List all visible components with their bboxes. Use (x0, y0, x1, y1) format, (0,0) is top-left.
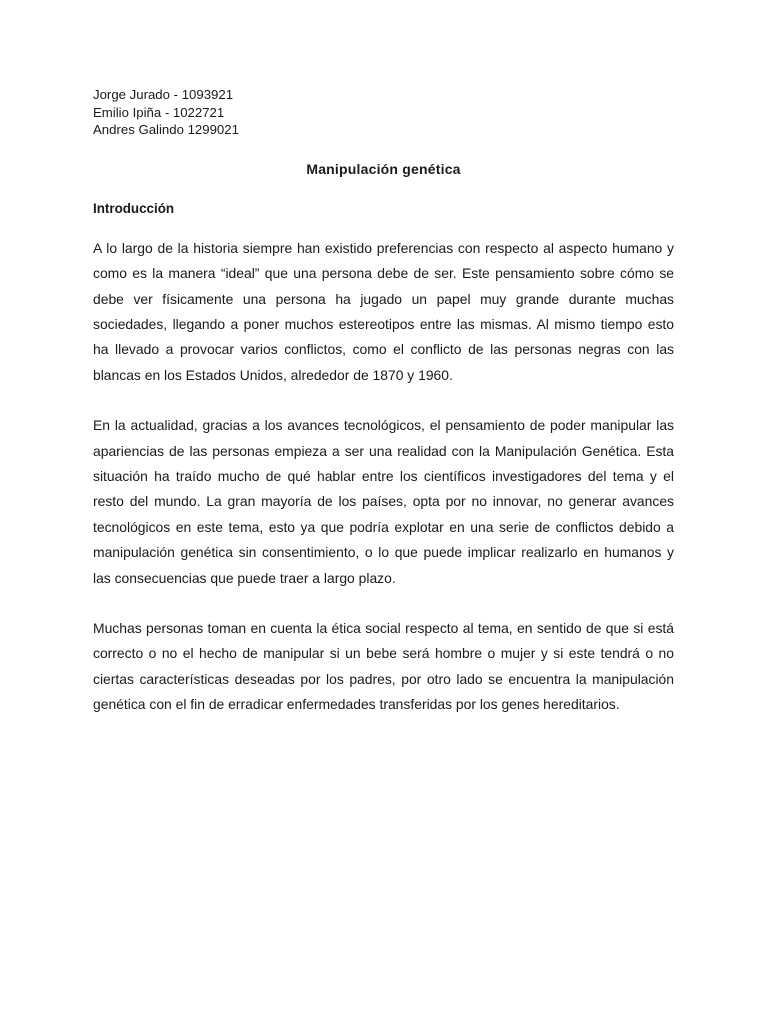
author-line: Andres Galindo 1299021 (93, 122, 239, 138)
author-line: Jorge Jurado - 1093921 (93, 87, 234, 102)
paragraph: En la actualidad, gracias a los avances tecnológicos, el pensamiento de poder manipular las apariencias de las personas empieza a ser una realidad con la Manipulación Genética. Esta situación ha traído mucho de qué hablar entre los científicos investigadores del tema y el resto del mundo. La gran mayoría de los países, opta por no innovar, no generar avances tecnológicos en este tema, esto ya que podría explotar en una serie de conflictos debido a manipulación genética sin consentimiento, o lo que puede implicar realizarlo en humanos y las consecuencias que puede traer a largo plazo. (93, 417, 674, 586)
paragraph: A lo largo de la historia siempre han existido preferencias con respecto al aspecto humano y como es la manera “ideal” que una persona debe de ser. Este pensamiento sobre cómo se debe ver físicamente una persona ha jugado un papel muy grande durante muchas sociedades, llegando a poner muchos estereotipos entre las mismas. Al mismo tiempo esto ha llevado a provocar varios conflictos, como el conflicto de las personas negras con las blancas en los Estados Unidos, alrededor de 1870 y 1960. (93, 239, 674, 383)
author-list (93, 86, 674, 139)
document-body (93, 86, 674, 718)
document-title: Manipulación genética (306, 160, 461, 177)
author-line: Emilio Ipiña - 1022721 (93, 104, 225, 120)
section-heading: Introducción (93, 200, 175, 216)
paragraph: Muchas personas toman en cuenta la ética social respecto al tema, en sentido de que si está correcto o no el hecho de manipular si un bebe será hombre o mujer y si este tendrá o no ciertas características deseadas por los padres, por otro lado se encuentra la manipulación genética con el fin de erradicar enfermedades transferidas por los genes hereditarios. (93, 620, 674, 713)
